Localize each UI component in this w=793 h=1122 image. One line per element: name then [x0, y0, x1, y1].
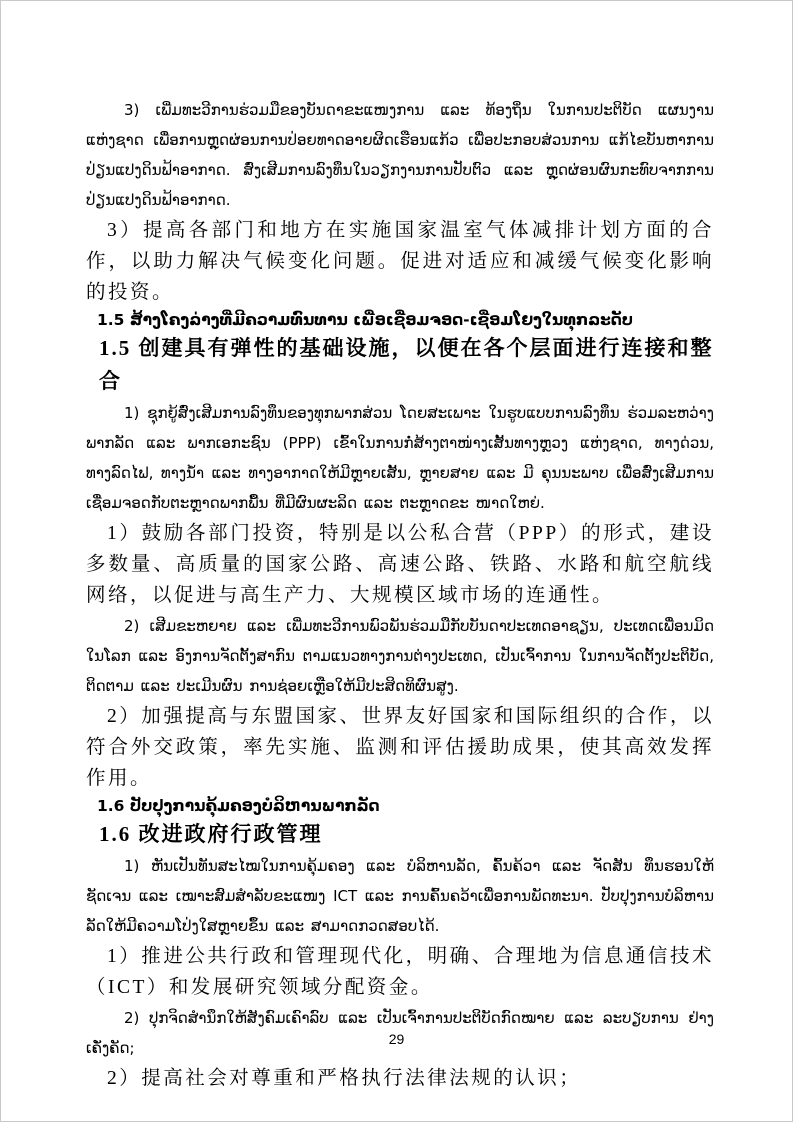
- section-heading-1-6-zh: 1.6 改进政府行政管理: [99, 822, 323, 846]
- zh-paragraph-1-5-item1-ppp: 1）鼓励各部门投资，特别是以公私合营（PPP）的形式，建设多数量、高质量的国家公路、高速公路、铁路、水路和航空航线网络，以促进与高生产力、大规模区域市场的连通性。: [86, 523, 714, 606]
- document-content: [86, 95, 714, 1094]
- page-number: 29: [388, 1031, 405, 1047]
- lao-paragraph-1-5-item1-ppp: 1) ຊຸກຍູ້ສົ່ງເສີມການລົງທຶນຂອງທຸກພາກສ່ວນ ໂດຍສະເພາະ ໃນຮູບແບບການລົງທຶນ ຮ່ວມລະຫວ່າງພາກລັດ ແລະ ພາກເອກະຊົນ (PPP) ເຂົ້າໃນການກໍ່ສ້າງຕາໜ່າງເສັ້ນທາງຫຼວງ ແຫ່ງຊາດ, ທາງດ່ວນ, ທາງລົດໄຟ, ທາງນ້ຳ ແລະ ທາງອາກາດໃຫ້ມີຫຼາຍເສັ້ນ, ຫຼາຍສາຍ ແລະ ມີ ຄຸນນະພາບ ເພື່ອສົ່ງເສີມການເຊື່ອມຈອດກັບຕະຫຼາດພາກພື້ນ ທີ່ມີຜົນຜະລິດ ແລະ ຕະຫຼາດຂະ ໜາດໃຫຍ່.: [86, 404, 714, 512]
- lao-paragraph-item3-climate: 3) ເພີ່ມທະວີການຮ່ວມມືຂອງບັນດາຂະແໜງການ ແລະ ທ້ອງຖິ່ນ ໃນການປະຕິບັດ ແຜນງານແຫ່ງຊາດ ເພື່ອການຫຼຸດຜ່ອນການປ່ອຍທາດອາຍຜິດເຮືອນແກ້ວ ເພື່ອປະກອບສ່ວນການ ແກ້ໄຂບັນຫາການປ່ຽນແປງດິນຟ້າອາກາດ. ສົ່ງເສີມການລົງທຶນໃນວຽກງານການປັບຕົວ ແລະ ຫຼຸດຜ່ອນຜົນກະທົບຈາກການປ່ຽນແປງດິນຟ້າອາກາດ.: [86, 101, 714, 209]
- zh-paragraph-1-6-item1-ict: 1）推进公共行政和管理现代化，明确、合理地为信息通信技术（ICT）和发展研究领域分配资金。: [86, 946, 714, 998]
- zh-paragraph-1-6-item2-law: 2）提高社会对尊重和严格执行法律法规的认识；: [107, 1068, 582, 1089]
- lao-paragraph-1-6-item2-law: 2) ປຸກຈິດສຳນຶກໃຫ້ສັງຄົມເຄົາລົບ ແລະ ເປັນເຈົ້າການປະຕິບັດກົດໝາຍ ແລະ ລະບຽບການ ຢ່າງເຄັ່ງຄັດ;: [86, 1009, 714, 1057]
- section-heading-1-5-lao: 1.5 ສ້າງໂຄງລ່າງທີ່ມີຄວາມທົນທານ ເພື່ອເຊື່ອມຈອດ-ເຊື່ອມໂຍງໃນທຸກລະດັບ: [97, 311, 634, 329]
- lao-paragraph-1-6-item1-ict: 1) ຫັນເປັນທັນສະໄໝໃນການຄຸ້ມຄອງ ແລະ ບໍລິຫານລັດ, ຄົ້ນຄ້ວາ ແລະ ຈັດສັນ ທຶນຮອນໃຫ້ຊັດເຈນ ແລະ ເໝາະສົມສຳລັບຂະແໜງ ICT ແລະ ການຄົ້ນຄວ້າເພື່ອການພັດທະນາ. ປັບປຸງການບໍລິຫານລັດໃຫ້ມີຄວາມໂປ່ງໃສຫຼາຍຂຶ້ນ ແລະ ສາມາດກວດສອບໄດ້.: [86, 857, 714, 935]
- zh-paragraph-item3-climate: 3）提高各部门和地方在实施国家温室气体减排计划方面的合作，以助力解决气候变化问题。促进对适应和减缓气候变化影响的投资。: [86, 220, 714, 303]
- section-heading-1-6-lao: 1.6 ປັບປຸງການຄຸ້ມຄອງບໍລິຫານພາກລັດ: [97, 797, 380, 815]
- zh-paragraph-1-5-item2-asean: 2）加强提高与东盟国家、世界友好国家和国际组织的合作，以符合外交政策，率先实施、监测和评估援助成果，使其高效发挥作用。: [86, 706, 714, 789]
- section-heading-1-5-zh: 1.5 创建具有弹性的基础设施，以便在各个层面进行连接和整合: [99, 336, 714, 393]
- lao-paragraph-1-5-item2-asean: 2) ເສີມຂະຫຍາຍ ແລະ ເພີ່ມທະວີການພົວພັນຮ່ວມມືກັບບັນດາປະເທດອາຊຽນ, ປະເທດເພື່ອນມິດໃນໂລກ ແລະ ອົງການຈັດຕັ້ງສາກົນ ຕາມແນວທາງການຕ່າງປະເທດ, ເປັນເຈົ້າການ ໃນການຈັດຕັ້ງປະຕິບັດ, ຕິດຕາມ ແລະ ປະເມີນຜົນ ການຊ່ອຍເຫຼືອໃຫ້ມີປະສິດທິຜົນສູງ.: [86, 617, 714, 695]
